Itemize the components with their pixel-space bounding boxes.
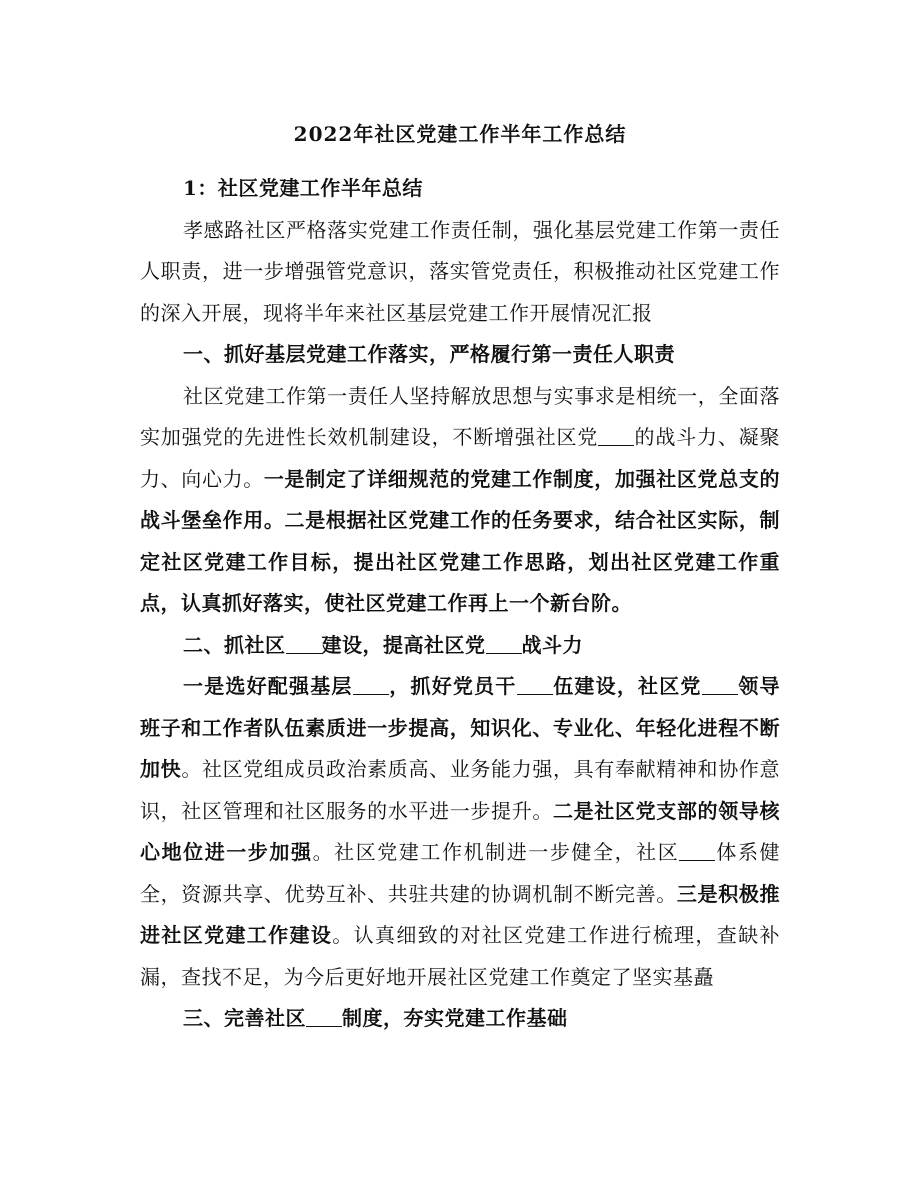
heading-three	[140, 998, 780, 1040]
blank-line	[486, 633, 522, 654]
document-body	[140, 168, 780, 1040]
blank-line	[598, 425, 634, 446]
paragraph-two-bold-6: 三是积极推进社区党建工作建设	[140, 881, 781, 947]
section-heading-1: 1：社区党建工作半年总结	[183, 176, 423, 200]
paragraph-one	[140, 376, 780, 625]
paragraph-one-text-1: 社区党建工作第一责任人坚持解放思想与实事求是相统一，全面落实加强党的先进性长效机制建设，不断增强社区党	[140, 383, 780, 449]
heading-two-text-2: 建设，提高社区党	[321, 632, 486, 657]
paragraph-two-bold-2: ，抓好党员干	[388, 674, 517, 698]
heading-three-text-1: 三、完善社区	[183, 1006, 306, 1030]
intro-paragraph: 孝感路社区严格落实党建工作责任制，强化基层党建工作第一责任人职责，进一步增强管党意识，落实管党责任，积极推动社区党建工作的深入开展，现将半年来社区基层党建工作开展情况汇报	[140, 217, 780, 325]
heading-three-text-2: 制度，夯实党建工作基础	[342, 1006, 568, 1030]
heading-two-text-1: 二、抓社区	[183, 632, 286, 657]
paragraph-two-bold-4: 领导班子和工作者队伍素质进一步提高，知识化、专业化、年轻化进程不断加快	[140, 674, 781, 781]
heading-two	[140, 625, 780, 667]
blank-line	[679, 840, 715, 861]
heading-two-text-3: 战斗力	[521, 632, 583, 657]
document-title: 2022年社区党建工作半年工作总结	[293, 122, 627, 146]
paragraph-two-bold-1: 一是选好配强基层	[183, 674, 353, 698]
paragraph-two	[140, 666, 780, 998]
paragraph-two-bold-5: 二是社区党支部的领导核心地位进一步加强	[140, 798, 780, 864]
blank-line	[306, 1006, 342, 1027]
paragraph-two-text-1: 。社区党组成员政治素质高、业务能力强，具有奉献精神和协作意识，社区管理和社区服务的水平进一步提升。	[140, 757, 781, 823]
paragraph-two-text-2: 。社区党建工作机制进一步健全，社区	[312, 840, 680, 864]
blank-line	[517, 674, 553, 695]
paragraph-two-text-3: 体系健全，资源共享、优势互补、共驻共建的协调机制不断完善。	[140, 840, 781, 906]
paragraph-one-text-2: 的战斗力、凝聚力、向心力。	[140, 425, 781, 491]
blank-line	[286, 633, 322, 654]
paragraph-one-bold-text: 一是制定了详细规范的党建工作制度，加强社区党总支的战斗堡垒作用。二是根据社区党建工作的任务要求，结合社区实际，制定社区党建工作目标，提出社区党建工作思路，划出社区党建工作重点，认真抓好落实，使社区党建工作再上一个新台阶。	[140, 466, 781, 615]
heading-one: 一、抓好基层党建工作落实，严格履行第一责任人职责	[183, 342, 675, 366]
paragraph-two-text-4: 。认真细致的对社区党建工作进行梳理，查缺补漏，查找不足，为今后更好地开展社区党建工作奠定了坚实基矗	[140, 923, 781, 989]
paragraph-two-bold-3: 伍建设，社区党	[552, 674, 702, 698]
blank-line	[353, 674, 389, 695]
blank-line	[702, 674, 738, 695]
